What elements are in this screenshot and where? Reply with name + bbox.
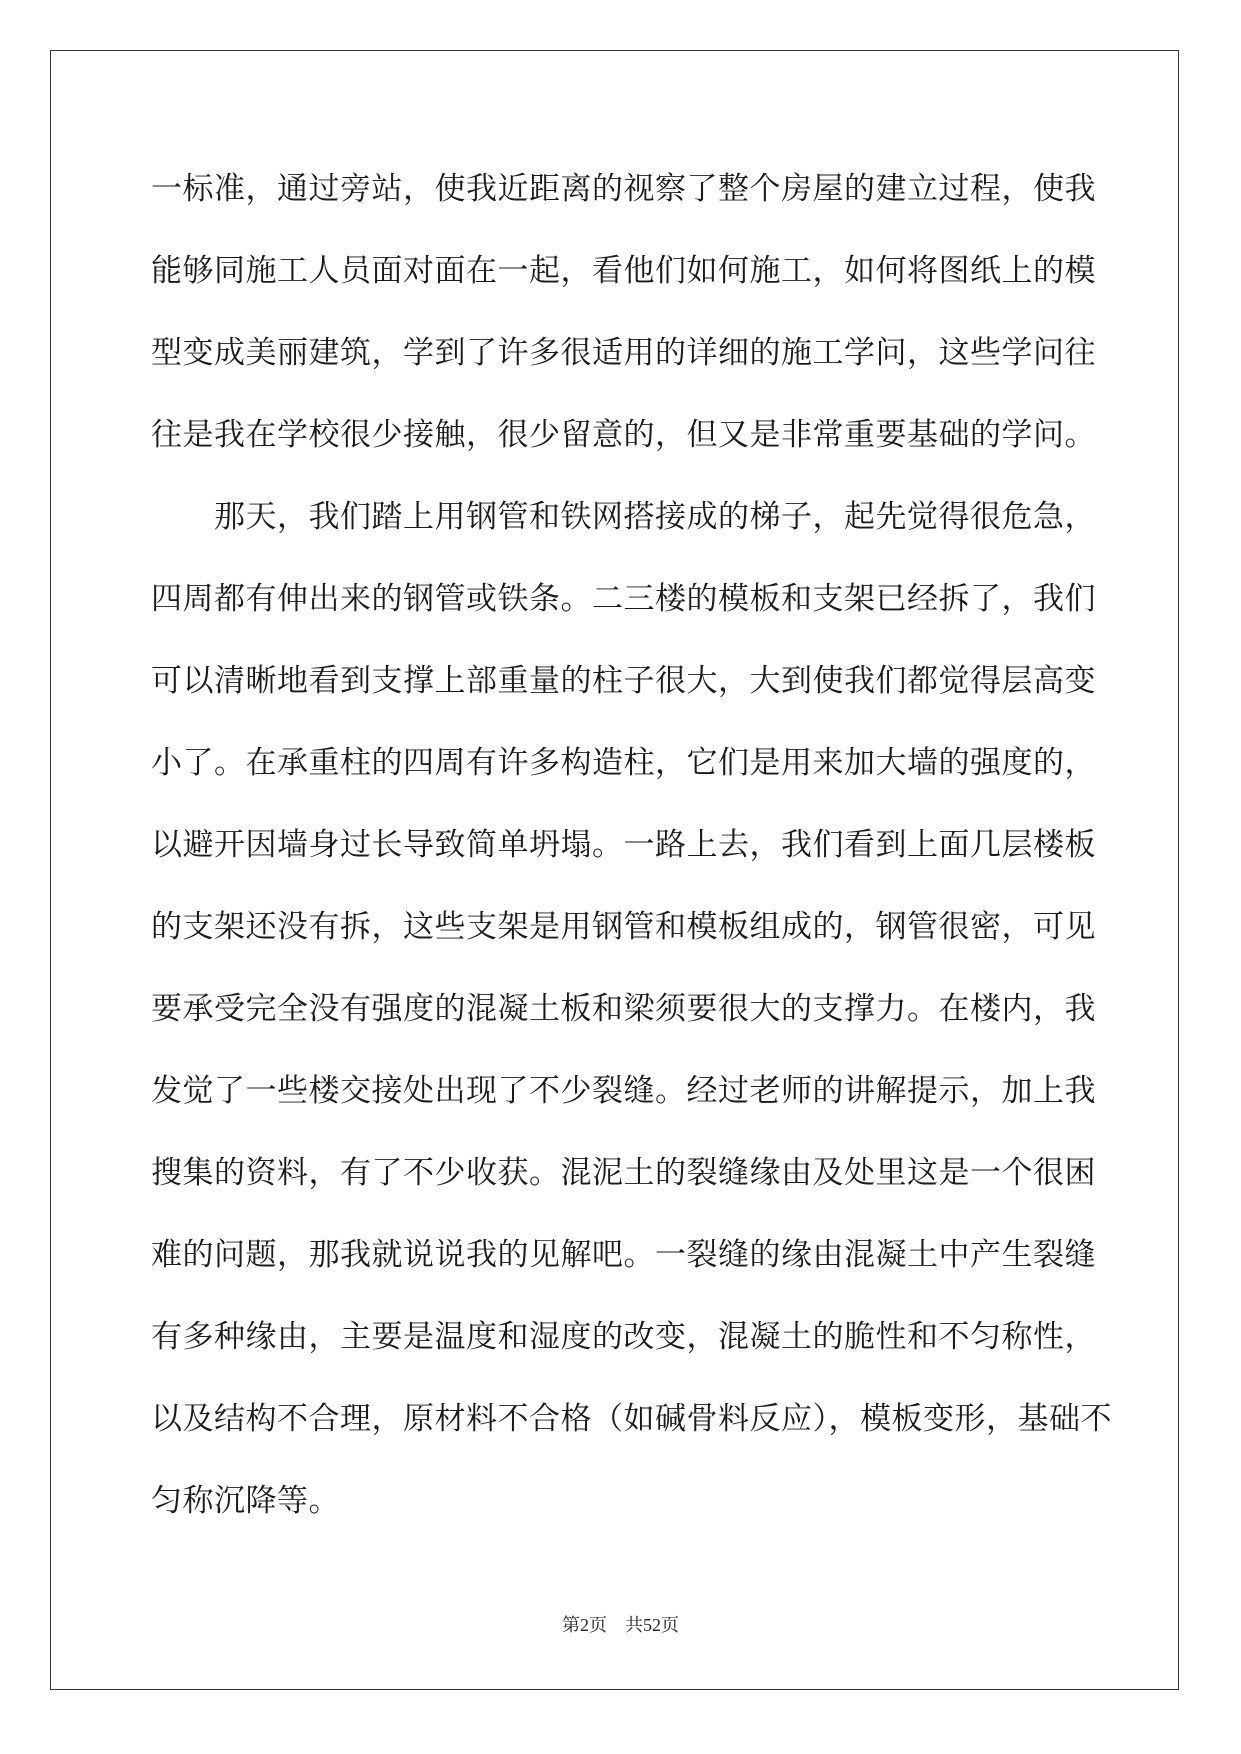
text-line: 搜集的资料，有了不少收获。混泥土的裂缝缘由及处里这是一个很困 (151, 1155, 1096, 1191)
text-line: 型变成美丽建筑，学到了许多很适用的详细的施工学问，这些学问往 (151, 335, 1096, 371)
text-line: 那天，我们踏上用钢管和铁网搭接成的梯子，起先觉得很危急， (151, 499, 1096, 535)
text-line: 难的问题，那我就说说我的见解吧。一裂缝的缘由混凝土中产生裂缝 (151, 1237, 1096, 1273)
text-line: 可以清晰地看到支撑上部重量的柱子很大，大到使我们都觉得层高变 (151, 663, 1096, 699)
page-prefix: 第 (562, 1615, 580, 1635)
text-line: 一标准，通过旁站，使我近距离的视察了整个房屋的建立过程，使我 (151, 171, 1096, 207)
total-prefix: 共 (625, 1615, 643, 1635)
text-line: 四周都有伸出来的钢管或铁条。二三楼的模板和支架已经拆了，我们 (151, 581, 1096, 617)
text-line: 的支架还没有拆，这些支架是用钢管和模板组成的，钢管很密，可见 (151, 909, 1096, 945)
document-body (151, 158, 1112, 1552)
total-pages: 52 (643, 1615, 661, 1635)
text-line: 有多种缘由，主要是温度和湿度的改变，混凝土的脆性和不匀称性， (151, 1319, 1096, 1355)
text-line: 要承受完全没有强度的混凝土板和梁须要很大的支撑力。在楼内，我 (151, 991, 1096, 1027)
page-number: 2 (580, 1615, 589, 1635)
text-line: 能够同施工人员面对面在一起，看他们如何施工，如何将图纸上的模 (151, 253, 1096, 289)
text-line: 以及结构不合理，原材料不合格（如碱骨料反应），模板变形，基础不 (151, 1401, 1112, 1437)
text-line: 发觉了一些楼交接处出现了不少裂缝。经过老师的讲解提示，加上我 (151, 1073, 1096, 1109)
page-footer (0, 1611, 1241, 1637)
text-line: 匀称沉降等。 (151, 1483, 340, 1519)
text-line: 以避开因墙身过长导致简单坍塌。一路上去，我们看到上面几层楼板 (151, 827, 1096, 863)
total-suffix: 页 (661, 1615, 679, 1635)
text-line: 小了。在承重柱的四周有许多构造柱，它们是用来加大墙的强度的， (151, 745, 1096, 781)
page-suffix: 页 (589, 1615, 607, 1635)
text-line: 往是我在学校很少接触，很少留意的，但又是非常重要基础的学问。 (151, 417, 1096, 453)
